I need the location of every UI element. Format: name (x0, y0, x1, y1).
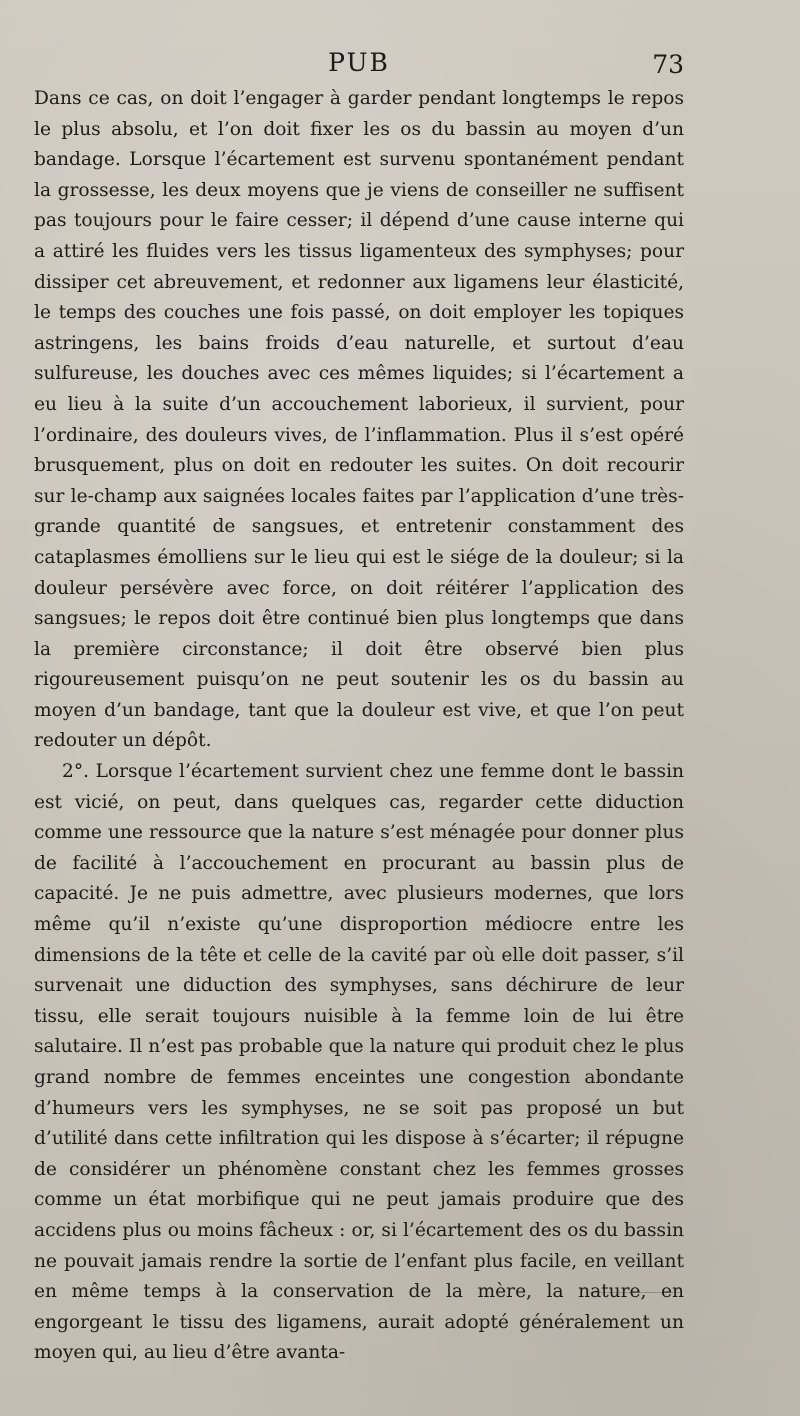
paragraph-1: Dans ce cas, on doit l’engager à garder pendant longtemps le repos le plus absolu, et l’on doit fixer les os du bassin au moyen d’un bandage. Lorsque l’écartement est survenu spontanément pendant la grossesse, les deux moyens que je viens de conseiller ne suffisent pas toujours pour le faire cesser; il dépend d’une cause interne qui a attiré les fluides vers les tissus ligamenteux des symphyses; pour dissiper cet abreuvement, et redonner aux ligamens leur élasticité, le temps des couches une fois passé, on doit employer les topiques astringens, les bains froids d’eau naturelle, et surtout d’eau sulfureuse, les douches avec ces mêmes liquides; si l’écartement a eu lieu à la suite d’un accouchement laborieux, il survient, pour l’ordinaire, des douleurs vives, de l’inflammation. Plus il s’est opéré brusquement, plus on doit en redouter les suites. On doit recourir sur le-champ aux saignées locales faites par l’application d’une très-grande quantité de sangsues, et entretenir constamment des cataplasmes émolliens sur le lieu qui est le siége de la douleur; si la douleur persévère avec force, on doit réitérer l’application des sangsues; le repos doit être continué bien plus longtemps que dans la première circonstance; il doit être observé bien plus rigoureusement puisqu’on ne peut soutenir les os du bassin au moyen d’un bandage, tant que la douleur est vive, et que l’on peut redouter un dépôt. (34, 88, 684, 752)
page-number: 73 (652, 50, 684, 79)
paragraph-2: 2°. Lorsque l’écartement survient chez une femme dont le bassin est vicié, on peut, dans quelques cas, regarder cette diduction comme une ressource que la nature s’est ménagée pour donner plus de facilité à l’accouchement en procurant au bassin plus de capacité. Je ne puis admettre, avec plusieurs modernes, que lors même qu’il n’existe qu’une disproportion médiocre entre les dimensions de la tête et celle de la cavité par où elle doit passer, s’il survenait une diduction des symphyses, sans déchirure de leur tissu, elle serait toujours nuisible à la femme loin de lui être salutaire. Il n’est pas probable que la nature qui produit chez le plus grand nombre de femmes enceintes une congestion abondante d’humeurs vers les symphyses, ne se soit pas proposé un but d’utilité dans cette infiltration qui les dispose à s’écarter; il répugne de considérer un phénomène constant chez les femmes grosses comme un état morbifique qui ne peut jamais produire que des accidens plus ou moins fâcheux : or, si l’écartement des os du bassin ne pouvait jamais rendre la sortie de l’enfant plus facile, en veillant en même temps à la conservation de la mère, la nature, en engorgeant le tissu des ligamens, aurait adopté généralement un moyen qui, au lieu d’être avanta- (34, 761, 684, 1364)
running-head: PUB (328, 48, 390, 77)
page-header (34, 48, 684, 88)
body-text (34, 84, 684, 1369)
print-mark (590, 1292, 680, 1293)
